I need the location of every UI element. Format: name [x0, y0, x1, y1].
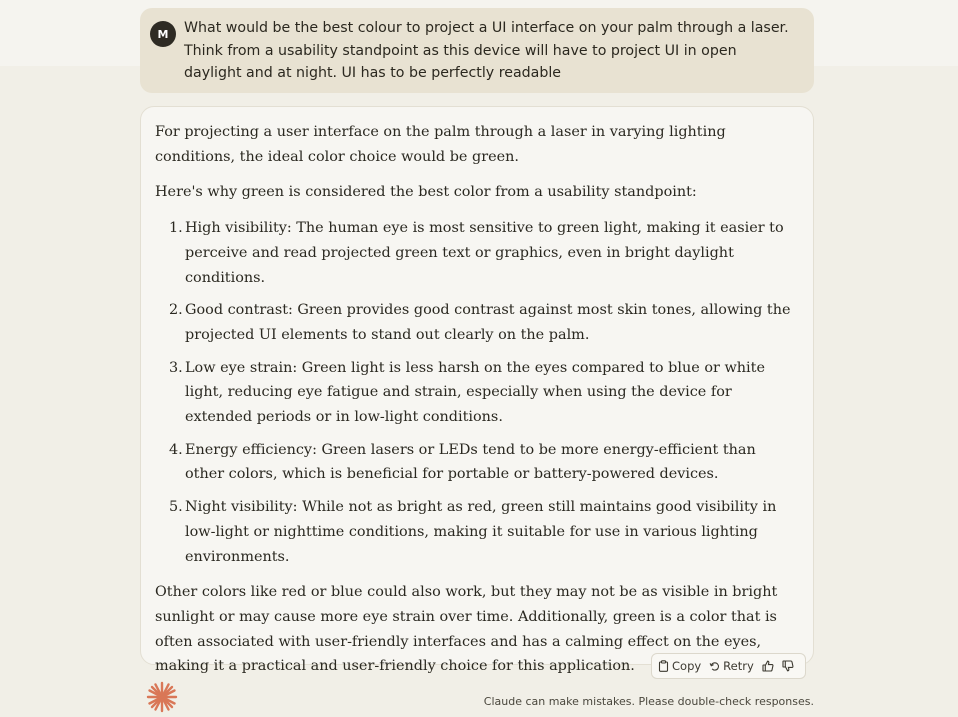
- response-lead: Here's why green is considered the best color from a usability standpoint:: [155, 184, 697, 201]
- list-item: [155, 438, 799, 487]
- list-item: [155, 298, 799, 347]
- list-item-number: 2.: [169, 302, 183, 319]
- clipboard-icon: [658, 660, 669, 672]
- list-item-text: Night visibility: While not as bright as red, green still maintains good visibility in low-light or nighttime conditions, making it suitable for use in various lighting environments.: [185, 499, 777, 565]
- retry-label: Retry: [723, 659, 754, 673]
- response-conclusion: Other colors like red or blue could also work, but they may not be as visible in bright sunlight or may cause more eye strain over time. Additionally, green is a color that is often associated with user-friendly interfaces and has a calming effect on the eyes, making it a practical and user-friendly choice for this application.: [155, 584, 778, 675]
- list-item: [155, 356, 799, 430]
- list-item-number: 1.: [169, 220, 183, 237]
- disclaimer-text: Claude can make mistakes. Please double-check responses.: [483, 695, 814, 708]
- list-item: [155, 216, 799, 290]
- list-item-number: 3.: [169, 359, 183, 376]
- retry-icon: [709, 661, 720, 672]
- list-item-number: 4.: [169, 441, 183, 458]
- reasons-list: [155, 216, 799, 569]
- list-item-number: 5.: [169, 499, 183, 516]
- retry-button[interactable]: [709, 659, 754, 673]
- list-item-text: Energy efficiency: Green lasers or LEDs tend to be more energy-efficient than other colors, which is beneficial for portable or battery-powered devices.: [185, 441, 756, 483]
- list-item-text: High visibility: The human eye is most sensitive to green light, making it easier to perceive and read projected green text or graphics, even in bright daylight conditions.: [185, 220, 784, 286]
- thumbs-up-icon: [762, 660, 774, 672]
- thumbs-down-icon: [782, 660, 794, 672]
- copy-label: Copy: [672, 659, 702, 673]
- thumbs-up-button[interactable]: [762, 660, 774, 672]
- user-message-bubble: [140, 8, 814, 93]
- thumbs-down-button[interactable]: [782, 660, 794, 672]
- copy-button[interactable]: [658, 659, 701, 673]
- claude-logo-icon: [146, 681, 178, 713]
- user-message-text: What would be the best colour to project a UI interface on your palm through a laser. Think from a usability standpoint as this device will have to project UI in open daylight and at night. UI has to be perfectly readable: [184, 20, 789, 81]
- user-avatar: M: [150, 21, 176, 47]
- message-actions-bar: [651, 653, 806, 679]
- list-item-text: Good contrast: Green provides good contrast against most skin tones, allowing the projected UI elements to stand out clearly on the palm.: [185, 302, 791, 343]
- list-item: [155, 495, 799, 569]
- response-intro: For projecting a user interface on the palm through a laser in varying lighting conditions, the ideal color choice would be green.: [155, 124, 726, 165]
- list-item-text: Low eye strain: Green light is less harsh on the eyes compared to blue or white light, reducing eye fatigue and strain, especially when using the device for extended periods or in low-light conditions.: [185, 359, 765, 426]
